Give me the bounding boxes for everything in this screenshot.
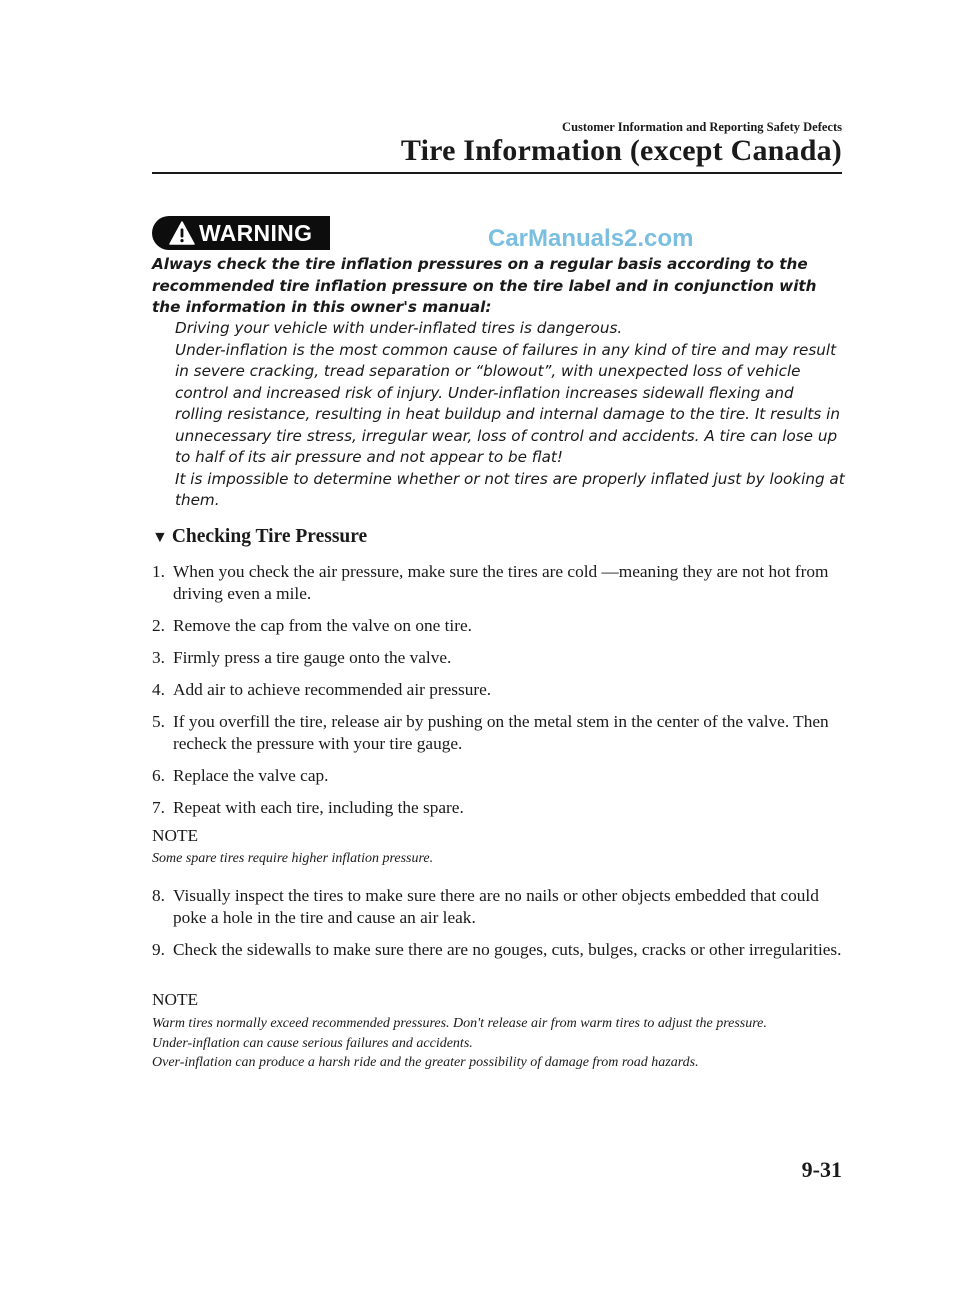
- step-text: Add air to achieve recommended air pressure.: [173, 680, 492, 699]
- note-heading: NOTE: [152, 826, 199, 845]
- warning-label-text: WARNING: [199, 219, 313, 246]
- warning-lead-text: Always check the tire inflation pressures on a regular basis according to the recommended tire inflation pressure on the tire label and in conjunction with the information in this owner's manual:: [152, 255, 817, 316]
- step-text: Visually inspect the tires to make sure there are no nails or other objects embedded that could poke a hole in the tire and cause an air leak.: [173, 886, 819, 927]
- steps-list: [152, 561, 842, 829]
- step-text: Firmly press a tire gauge onto the valve.: [173, 648, 452, 667]
- warning-paragraph: It is impossible to determine whether or not tires are properly inflated just by looking at them.: [175, 469, 845, 509]
- section-marker-icon: ▼: [152, 529, 168, 546]
- note-text: [152, 849, 852, 869]
- step-text: Repeat with each tire, including the spare.: [173, 798, 464, 817]
- warning-body: [175, 318, 845, 512]
- step-number: 6.: [152, 766, 165, 785]
- step-text: When you check the air pressure, make sure the tires are cold —meaning they are not hot from driving even a mile.: [173, 562, 829, 603]
- list-item: [152, 939, 842, 961]
- section-heading: [152, 526, 367, 548]
- note-line: Some spare tires require higher inflation pressure.: [152, 851, 434, 866]
- step-text: Remove the cap from the valve on one tire.: [173, 616, 472, 635]
- list-item: [152, 797, 842, 819]
- list-item: [152, 561, 842, 605]
- header-rule: [152, 172, 842, 174]
- step-text: Check the sidewalls to make sure there are no gouges, cuts, bulges, cracks or other irregularities.: [173, 940, 842, 959]
- step-number: 3.: [152, 648, 165, 667]
- list-item: [152, 711, 842, 755]
- list-item: [152, 615, 842, 637]
- list-item: [152, 647, 842, 669]
- step-number: 9.: [152, 940, 165, 959]
- step-number: 1.: [152, 562, 165, 581]
- step-number: 7.: [152, 798, 165, 817]
- note-line: Under-inflation can cause serious failures and accidents.: [152, 1035, 473, 1051]
- step-number: 2.: [152, 616, 165, 635]
- step-number: 5.: [152, 712, 165, 731]
- header-section-title: Customer Information and Reporting Safety Defects: [562, 120, 842, 134]
- warning-paragraph: Under-inflation is the most common cause of failures in any kind of tire and may result in severe cracking, tread separation or “blowout”, with unexpected loss of vehicle control and increased risk of injury. Under-inflation increases sidewall flexing and rolling resistance, resulting in heat buildup and internal damage to the tire. It results in unnecessary tire stress, irregular wear, loss of control and accidents. A tire can lose up to half of its air pressure and not appear to be flat!: [175, 340, 840, 466]
- list-item: [152, 885, 842, 929]
- warning-paragraph: Driving your vehicle with under-inflated tires is dangerous.: [175, 319, 623, 337]
- step-text: Replace the valve cap.: [173, 766, 329, 785]
- warning-label: [152, 216, 330, 250]
- step-number: 4.: [152, 680, 165, 699]
- note-line: Over-inflation can produce a harsh ride and the greater possibility of damage from road hazards.: [152, 1055, 699, 1070]
- step-text: If you overfill the tire, release air by pushing on the metal stem in the center of the valve. Then recheck the pressure with your tire gauge.: [173, 712, 829, 753]
- steps-list: [152, 885, 842, 971]
- watermark-text: CarManuals2.com: [488, 225, 694, 252]
- step-number: 8.: [152, 886, 165, 905]
- warning-triangle-icon: [169, 221, 195, 245]
- note-text: [152, 1014, 852, 1073]
- list-item: [152, 679, 842, 701]
- note-heading: NOTE: [152, 990, 199, 1009]
- note-line: Warm tires normally exceed recommended pressures. Don't release air from warm tires to adjust the pressure.: [152, 1016, 767, 1031]
- page-number: 9-31: [801, 1157, 842, 1182]
- list-item: [152, 765, 842, 787]
- section-heading-text: Checking Tire Pressure: [171, 526, 368, 547]
- page-title: Tire Information (except Canada): [400, 134, 842, 167]
